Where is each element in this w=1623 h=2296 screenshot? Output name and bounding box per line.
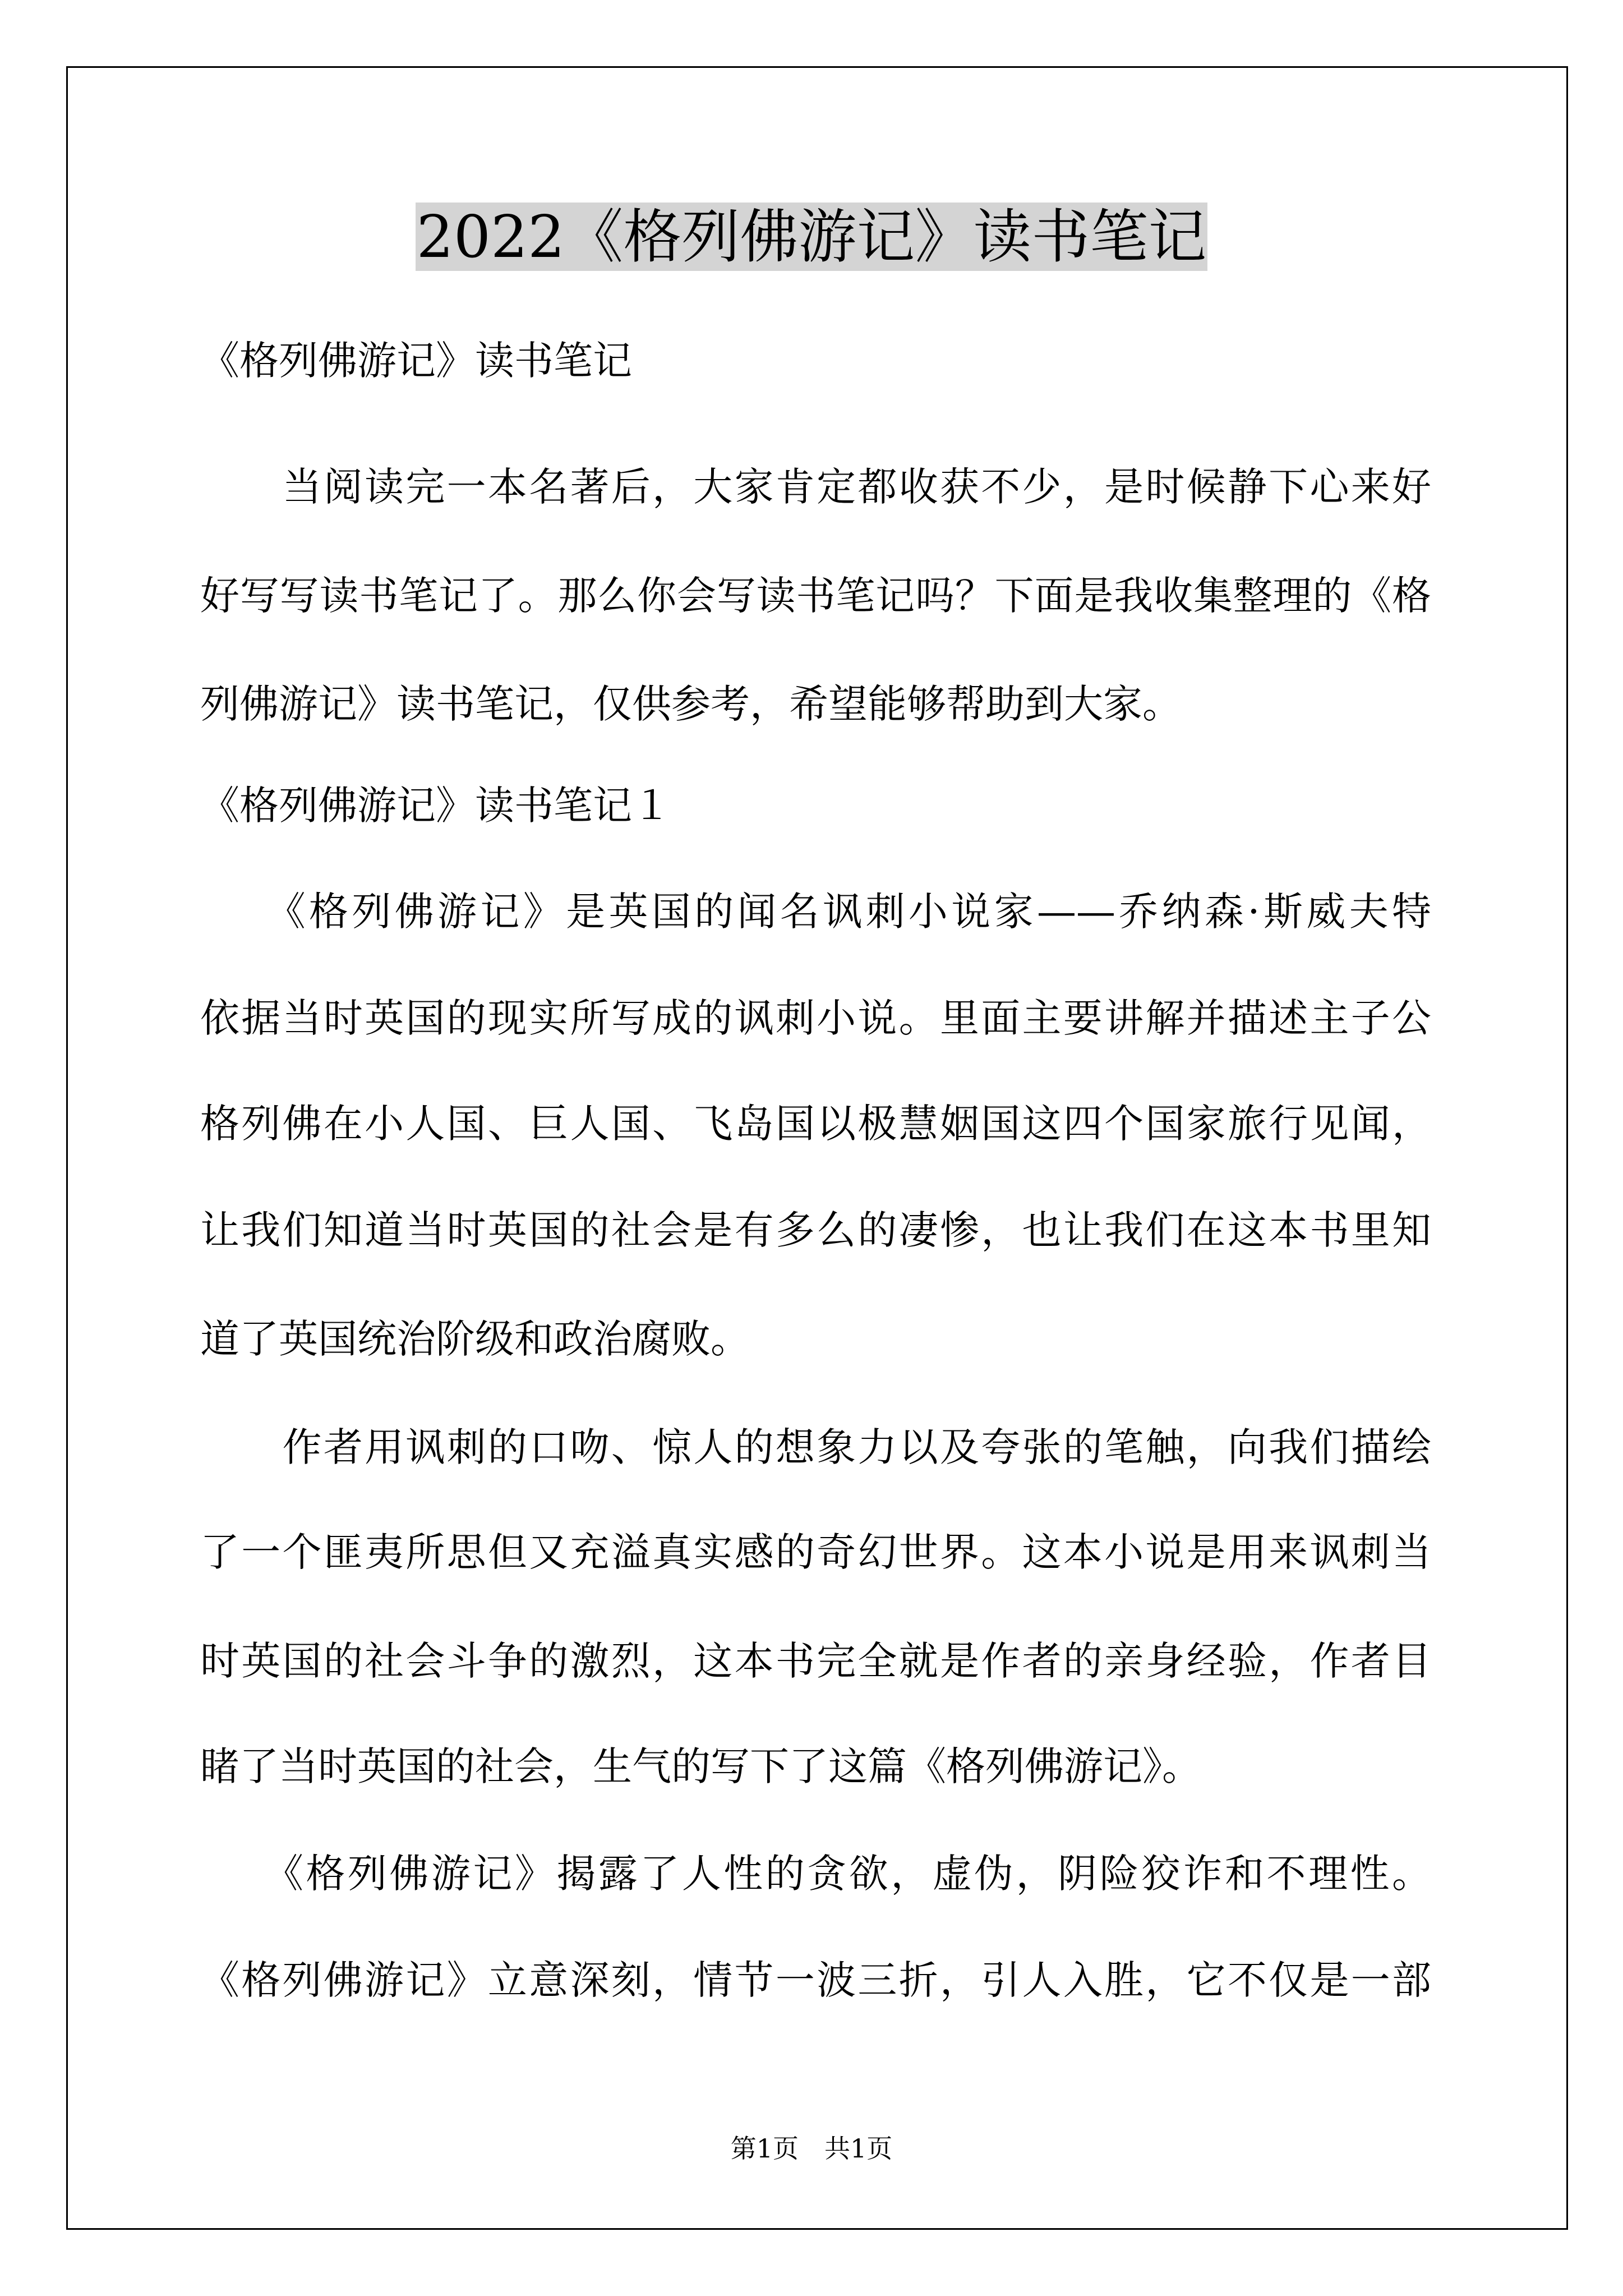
- document-title-text: 2022《格列佛游记》读书笔记: [416, 203, 1207, 271]
- paragraph-line: 时英国的社会斗争的激烈，这本书完全就是作者的亲身经验，作者目: [200, 1638, 1431, 1684]
- section-heading: 《格列佛游记》读书笔记１: [200, 783, 671, 829]
- document-title: [0, 197, 1623, 276]
- paragraph-line: 《格列佛游记》揭露了人性的贪欲，虚伪，阴险狡诈和不理性。: [200, 1851, 1431, 1897]
- paragraph-line: 道了英国统治阶级和政治腐败。: [200, 1316, 750, 1362]
- paragraph-line: 了一个匪夷所思但又充溢真实感的奇幻世界。这本小说是用来讽刺当: [200, 1529, 1431, 1575]
- paragraph-line: 当阅读完一本名著后，大家肯定都收获不少，是时候静下心来好: [200, 464, 1431, 510]
- paragraph-line: 《格列佛游记》是英国的闻名讽刺小说家——乔纳森·斯威夫特: [200, 889, 1431, 935]
- paragraph-line: 《格列佛游记》立意深刻，情节一波三折，引人入胜，它不仅是一部: [200, 1957, 1431, 2003]
- paragraph-line: 让我们知道当时英国的社会是有多么的凄惨，也让我们在这本书里知: [200, 1207, 1431, 1253]
- paragraph-line: 列佛游记》读书笔记，仅供参考，希望能够帮助到大家。: [200, 681, 1182, 727]
- paragraph-line: 睹了当时英国的社会，生气的写下了这篇《格列佛游记》。: [200, 1743, 1201, 1789]
- paragraph-line: 依据当时英国的现实所写成的讽刺小说。里面主要讲解并描述主子公: [200, 995, 1431, 1041]
- subtitle-line: 《格列佛游记》读书笔记: [200, 338, 632, 384]
- page-footer: 第1页 共1页: [730, 2133, 893, 2164]
- paragraph-line: 格列佛在小人国、巨人国、飞岛国以极慧姻国这四个国家旅行见闻，: [200, 1101, 1431, 1147]
- paragraph-line: 作者用讽刺的口吻、惊人的想象力以及夸张的笔触，向我们描绘: [200, 1424, 1431, 1470]
- paragraph-line: 好写写读书笔记了。那么你会写读书笔记吗？下面是我收集整理的《格: [200, 573, 1431, 619]
